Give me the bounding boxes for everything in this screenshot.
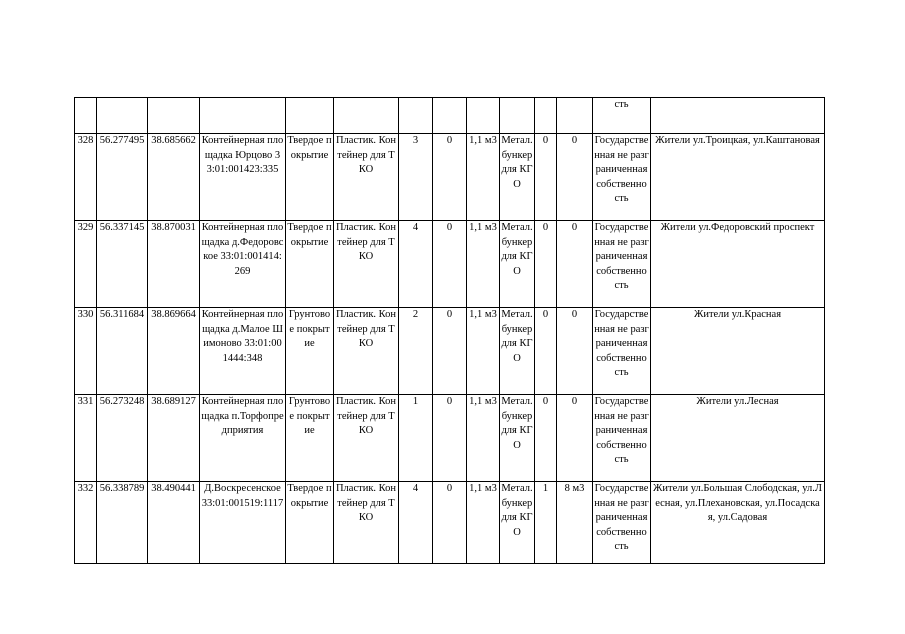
container-cell [334, 98, 399, 134]
table-row [75, 482, 825, 564]
latitude-cell [97, 98, 148, 134]
kgo-count-cell [535, 98, 557, 134]
surface-cell: Грунтовое покрытие [286, 308, 334, 395]
owner-cell: Государственная не разграниченная собственность [593, 395, 651, 482]
kgo-cell: Метал. бункер для КГО [500, 221, 535, 308]
owner-cell: Государственная не разграниченная собственность [593, 308, 651, 395]
site-cell: Д.Воскресенское 33:01:001519:1117 [200, 482, 286, 564]
longitude-cell: 38.490441 [148, 482, 200, 564]
residents-cell: Жители ул.Красная [651, 308, 825, 395]
kgo-count-cell: 1 [535, 482, 557, 564]
site-cell: Контейнерная площадка д.Федоровское 33:01:001414:269 [200, 221, 286, 308]
number-cell: 328 [75, 134, 97, 221]
site-cell: Контейнерная площадка Юрцово 33:01:001423:335 [200, 134, 286, 221]
residents-cell [651, 98, 825, 134]
surface-cell [286, 98, 334, 134]
longitude-cell [148, 98, 200, 134]
number-cell: 330 [75, 308, 97, 395]
count-cell: 2 [399, 308, 433, 395]
kgo-volume-cell: 0 [557, 221, 593, 308]
surface-cell: Грунтовое покрытие [286, 395, 334, 482]
surface-cell: Твердое покрытие [286, 482, 334, 564]
table-row [75, 395, 825, 482]
count-cell: 4 [399, 221, 433, 308]
surface-cell: Твердое покрытие [286, 134, 334, 221]
longitude-cell: 38.870031 [148, 221, 200, 308]
residents-cell: Жители ул.Большая Слободская, ул.Лесная, ул.Плехановская, ул.Посадская, ул.Садовая [651, 482, 825, 564]
volume-cell: 1,1 м3 [467, 482, 500, 564]
number-cell: 332 [75, 482, 97, 564]
kgo-cell: Метал. бункер для КГО [500, 134, 535, 221]
latitude-cell: 56.311684 [97, 308, 148, 395]
table-row [75, 308, 825, 395]
number-cell: 329 [75, 221, 97, 308]
container-cell: Пластик. Контейнер для ТКО [334, 221, 399, 308]
latitude-cell: 56.337145 [97, 221, 148, 308]
longitude-cell: 38.869664 [148, 308, 200, 395]
volume-cell: 1,1 м3 [467, 395, 500, 482]
planned-cell: 0 [433, 308, 467, 395]
number-cell [75, 98, 97, 134]
kgo-cell: Метал. бункер для КГО [500, 482, 535, 564]
kgo-volume-cell [557, 98, 593, 134]
planned-cell [433, 98, 467, 134]
kgo-volume-cell: 0 [557, 308, 593, 395]
owner-cell: Государственная не разграниченная собственность [593, 134, 651, 221]
owner-cell: Государственная не разграниченная собственность [593, 221, 651, 308]
registry-table [74, 97, 825, 564]
table-row [75, 221, 825, 308]
container-cell: Пластик. Контейнер для ТКО [334, 134, 399, 221]
table-row [75, 134, 825, 221]
site-cell: Контейнерная площадка д.Малое Шимоново 33:01:001444:348 [200, 308, 286, 395]
number-cell: 331 [75, 395, 97, 482]
residents-cell: Жители ул.Лесная [651, 395, 825, 482]
volume-cell [467, 98, 500, 134]
kgo-count-cell: 0 [535, 134, 557, 221]
owner-cell: Государственная не разграниченная собственность [593, 482, 651, 564]
container-cell: Пластик. Контейнер для ТКО [334, 308, 399, 395]
volume-cell: 1,1 м3 [467, 134, 500, 221]
planned-cell: 0 [433, 482, 467, 564]
planned-cell: 0 [433, 395, 467, 482]
longitude-cell: 38.689127 [148, 395, 200, 482]
table-row [75, 98, 825, 134]
count-cell [399, 98, 433, 134]
kgo-volume-cell: 0 [557, 395, 593, 482]
latitude-cell: 56.273248 [97, 395, 148, 482]
latitude-cell: 56.277495 [97, 134, 148, 221]
residents-cell: Жители ул.Троицкая, ул.Каштановая [651, 134, 825, 221]
owner-tail: сть [614, 99, 629, 110]
planned-cell: 0 [433, 134, 467, 221]
site-cell [200, 98, 286, 134]
container-cell: Пластик. Контейнер для ТКО [334, 395, 399, 482]
count-cell: 3 [399, 134, 433, 221]
kgo-volume-cell: 0 [557, 134, 593, 221]
kgo-cell [500, 98, 535, 134]
kgo-count-cell: 0 [535, 221, 557, 308]
site-cell: Контейнерная площадка п.Торфопредприятия [200, 395, 286, 482]
volume-cell: 1,1 м3 [467, 221, 500, 308]
kgo-volume-cell: 8 м3 [557, 482, 593, 564]
kgo-cell: Метал. бункер для КГО [500, 308, 535, 395]
planned-cell: 0 [433, 221, 467, 308]
kgo-count-cell: 0 [535, 395, 557, 482]
kgo-cell: Метал. бункер для КГО [500, 395, 535, 482]
count-cell: 1 [399, 395, 433, 482]
kgo-count-cell: 0 [535, 308, 557, 395]
count-cell: 4 [399, 482, 433, 564]
surface-cell: Твердое покрытие [286, 221, 334, 308]
latitude-cell: 56.338789 [97, 482, 148, 564]
residents-cell: Жители ул.Федоровский проспект [651, 221, 825, 308]
volume-cell: 1,1 м3 [467, 308, 500, 395]
longitude-cell: 38.685662 [148, 134, 200, 221]
container-cell: Пластик. Контейнер для ТКО [334, 482, 399, 564]
owner-cell [593, 98, 651, 134]
